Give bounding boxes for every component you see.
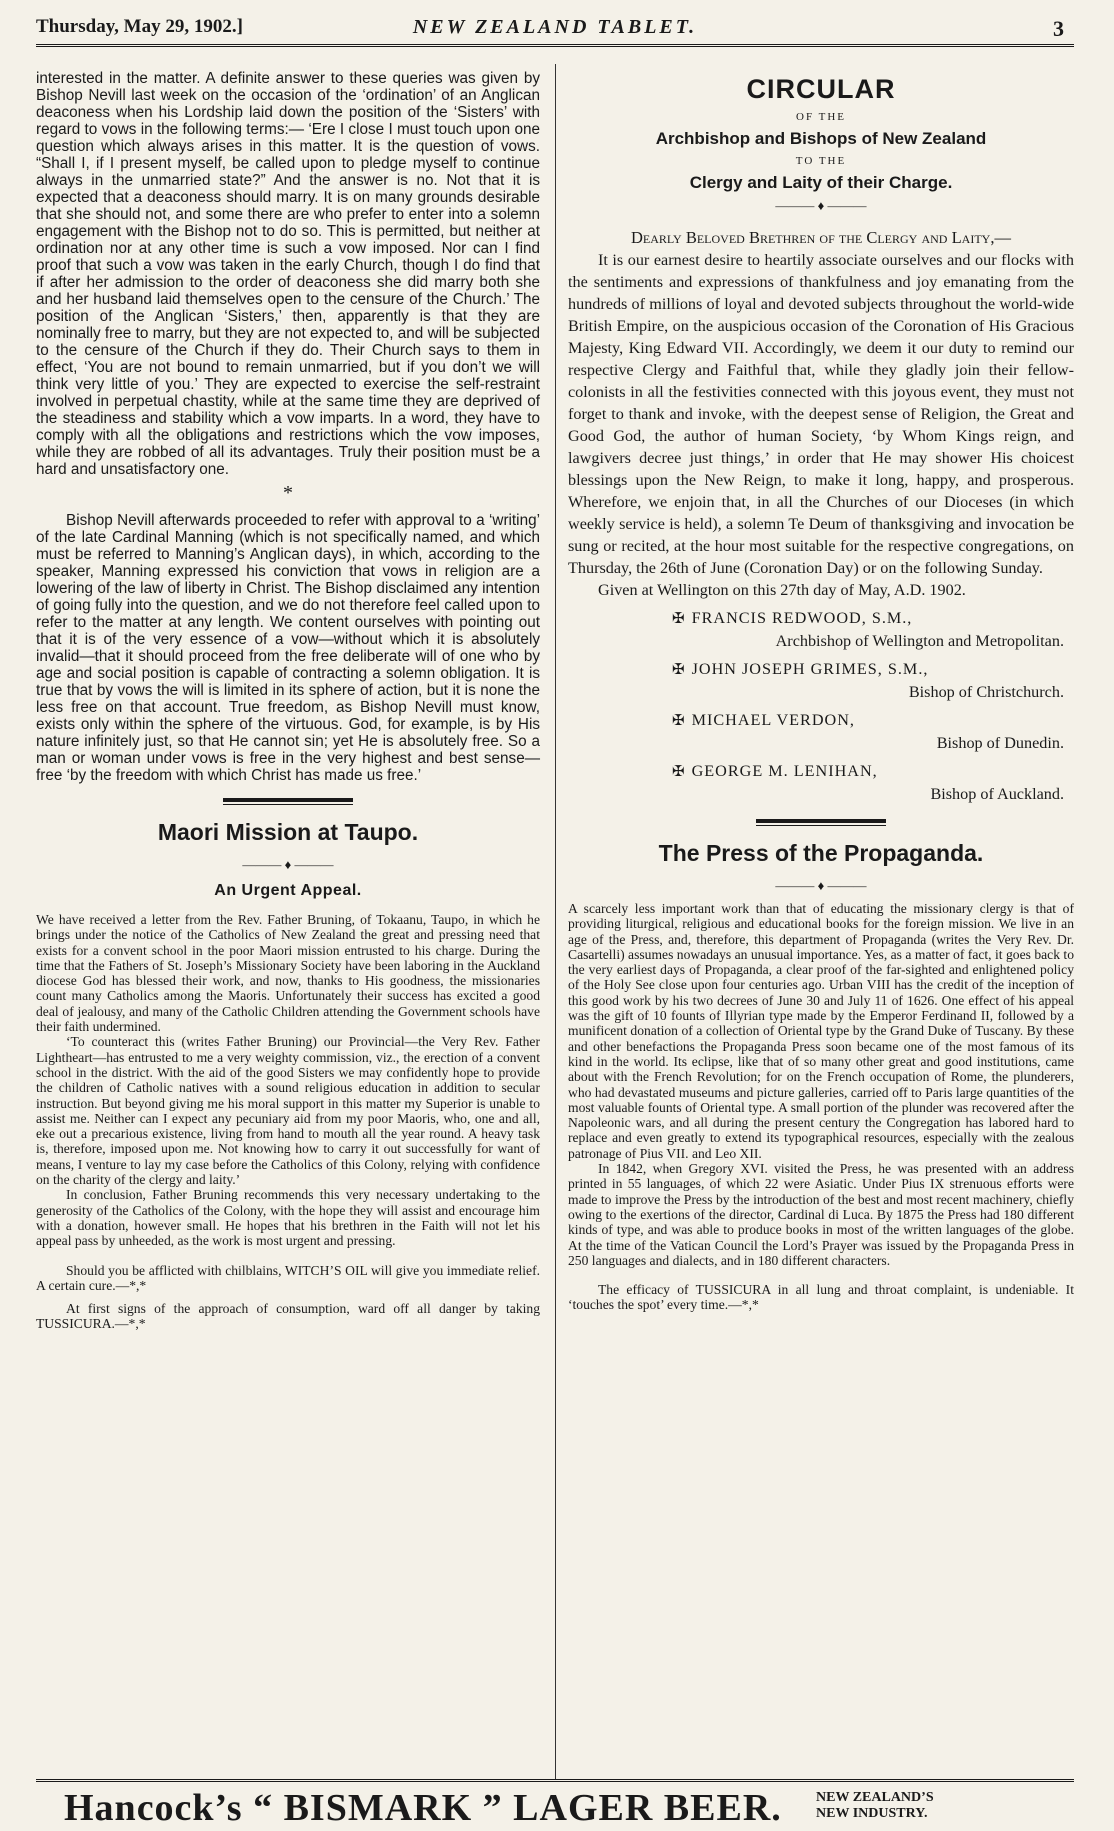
ad-tagline: NEW ZEALAND’S NEW INDUSTRY. <box>816 1790 934 1821</box>
advertisement-tussicura: The efficacy of TUSSICURA in all lung and throat complaint, is undeniable. It ‘touches the spot’ every time.—*,* <box>568 1282 1074 1313</box>
section-star: * <box>283 482 293 504</box>
left-column <box>36 70 540 1332</box>
press-paragraph: A scarcely less important work than that of educating the missionary clergy is that of providing liturgical, religious and educational books for the foreign mission. We live in an age of the Press, and, therefore, this department of Propaganda (writes the Very Rev. Dr. Casartelli) assumes nowadays an unusual importance. Yes, as a matter of fact, it goes back to the very earliest days of Propaganda, a clear proof of the far-sighted and enlightened policy of the Holy See close upon four centuries ago. Urban VIII has the credit of the inception of this good work by his two decrees of June 30 and July 11 of 1626. One effect of his appeal was the gift of 10 founts of Illyrian type made by the Emperor Ferdinand II, followed by a munificent donation of a collection of Oriental type by the Grand Duke of Tuscany. By these and other benefactions the Propaganda Press soon became one of the most famous of its kind in the world. Its eclipse, like that of so many other great and good institutions, came about with the French Revolution; for on the French occupation of Rome, the plunderers, who had devastated museums and picture galleries, carried off to Paris large quantities of the most valuable founts of Oriental type. A small portion of the plunder was recovered after the Napoleonic wars, and all during the present century the Congregation has labored hard to replace and even greatly to extend its typographical resources, especially with the zealous patronage of Pius VII. and Leo XII. <box>568 901 1074 1161</box>
section-rule <box>223 798 353 805</box>
cross-icon: ✠ <box>672 713 686 729</box>
circular-dateline: Given at Wellington on this 27th day of May, A.D. 1902. <box>598 581 966 599</box>
advertisement-tussicura: At first signs of the approach of consumption, ward off all danger by taking TUSSICURA.—*,* <box>36 1301 540 1332</box>
circular-issuers: Archbishop and Bishops of New Zealand <box>655 129 987 148</box>
signatory: ✠ JOHN JOSEPH GRIMES, S.M., Bishop of Christchurch. <box>672 660 1064 701</box>
divider-ornament: ——— ♦ ——— <box>242 857 334 872</box>
signatory: ✠ MICHAEL VERDON, Bishop of Dunedin. <box>672 711 1064 752</box>
circular-body: It is our earnest desire to heartily associate ourselves and our flocks with the sentiments and expressions of thankfulness and joy emanating from the hundreds of millions of loyal and devoted subjects throughout the world-wide British Empire, on the auspicious occasion of the Coronation of His Gracious Majesty, King Edward VII. Accordingly, we deem it our duty to remind our respective Clergy and Faithful that, while they gladly join their fellow-colonists in all the festivities connected with this joyous event, they must not forget to thank and invoke, with the deepest sense of Religion, the Great and Good God, the author of human Society, ‘by Whom Kings reign, and lawgivers decree just things,’ in order that He may shower His choicest blessings upon the New Reign, to make it long, happy, and prosperous. Wherefore, we enjoin that, in all the Churches of our Dioceses (in which weekly service is held), a solemn Te Deum of thanksgiving and invocation be sung or recited, at the hour most suitable for the respective congregations, on Thursday, the 26th of June (Coronation Day) or on the following Sunday. <box>568 251 1074 577</box>
bismark-lager-ad: Hancock’s “ BISMARK ” LAGER BEER. <box>64 1787 782 1829</box>
maori-paragraph: In conclusion, Father Bruning recommends this very necessary undertaking to the generosity of the Catholics of the Colony, with the hope they will assist and encourage him with a donation, however small. He hopes that his brethren in the Faith will not let his appeal pass by unheeded, as the work is most urgent and pressing. <box>36 1187 540 1249</box>
header-rule <box>36 44 1074 47</box>
column-divider <box>555 64 556 1779</box>
section-rule <box>756 819 886 826</box>
divider-ornament: ——— ♦ ——— <box>775 878 867 893</box>
circular-to: TO THE <box>795 155 847 167</box>
maori-mission-title: Maori Mission at Taupo. <box>157 819 419 845</box>
circular-salutation: Dearly Beloved Brethren of the Clergy and Laity,— <box>631 228 1011 247</box>
footer-advertisement <box>36 1786 1074 1828</box>
maori-mission-subtitle: An Urgent Appeal. <box>214 882 362 899</box>
circular-title: CIRCULAR <box>746 74 896 104</box>
divider-ornament: ——— ♦ ——— <box>775 198 867 213</box>
right-column <box>568 70 1074 1313</box>
footer-rule <box>36 1779 1074 1782</box>
page-number: 3 <box>1053 16 1064 41</box>
advertisement-witchs-oil: Should you be afflicted with chilblains, WITCH’S OIL will give you immediate relief. A certain cure.—*,* <box>36 1262 540 1293</box>
signatory: ✠ GEORGE M. LENIHAN, Bishop of Auckland. <box>672 762 1064 803</box>
page-header <box>36 8 1074 42</box>
maori-paragraph: We have received a letter from the Rev. Father Bruning, of Tokaanu, Taupo, in which he brings under the notice of the Catholics of New Zealand the great and pressing need that exists for a convent school in the poor Maori mission entrusted to his charge. During the time that the Fathers of St. Joseph’s Missionary Society have been laboring in the Auckland diocese God has blessed their work, and now, thanks to His goodness, the missionaries count many Catholics among the Maoris. Unfortunately their success has excited a good deal of jealousy, and many of the Catholic Children attending the Government schools have their faith undermined. <box>36 912 540 1035</box>
circular-recipients: Clergy and Laity of their Charge. <box>689 173 953 192</box>
maori-paragraph: ‘To counteract this (writes Father Bruning) our Provincial—the Very Rev. Father Lightheart—has entrusted to me a very weighty commission, viz., the erection of a convent school in the district. With the aid of the good Sisters we may confidently hope to provide the children of Catholic natives with a sound religious education in addition to secular instruction. But beyond giving me his moral support in this matter my Superior is unable to assist me. Neither can I expect any pecuniary aid from my poor Maoris, who, one and all, eke out a precarious existence, living from hand to mouth all the year round. A heavy task is, therefore, imposed upon me. Not knowing how to carry it out successfully for want of means, I venture to lay my case before the Catholics of this Colony, relying with confidence on the charity of the clergy and laity.’ <box>36 1034 540 1188</box>
issue-date: Thursday, May 29, 1902.] <box>36 16 243 37</box>
article-paragraph: Bishop Nevill afterwards proceeded to refer with approval to a ‘writing’ of the late Cardinal Manning (which is not specifically named, and which must be referred to Manning’s Anglican days), in which, according to the speaker, Manning expressed his conviction that vows in religion are a lowering of the law of liberty in Christ. The Bishop disclaimed any intention of going fully into the question, and we do not therefore feel called upon to refer to the matter at any length. We content ourselves with pointing out that it is of the very essence of a vow—without which it is absolutely invalid—that it should proceed from the free deliberate will of one who by age and social position is capable of contracting a solemn obligation. It is true that by vows the will is limited in its sphere of action, but it is none the less free on that account. True freedom, as Bishop Nevill must know, exists only within the sphere of the virtuous. God, for example, is by His nature infinitely just, so that He cannot sin; yet He is absolutely free. So a man or woman under vows is free in the very highest and best sense—free ‘by the freedom with which Christ has made us free.’ <box>36 512 540 784</box>
cross-icon: ✠ <box>672 764 686 780</box>
article-intro: interested in the matter. A definite answer to these queries was given by Bishop Nevill last week on the occasion of the ‘ordination’ of an Anglican deaconess when his Lordship laid down the position of the ‘Sisters’ with regard to vows in the following terms:— ‘Ere I close I must touch upon one question which always arises in this matter. It is the question of vows. “Shall I, if I present myself, be called upon to pledge myself to continue always in the unmarried state?” And the answer is no. Not that it is expected that a deaconess should marry. It is on many grounds desirable that she should not, and some there are who prefer to enter into a solemn engagement with the Bishop not to do so. This is permitted, but neither at ordination nor at any other time is such a vow imposed. Nor can I find proof that such a vow was taken in the early Church, though I do find that if after her admission to the order of deaconess she did marry both she and her husband laid themselves open to the censure of the Church.’ The position of the Anglican ‘Sisters,’ then, apparently is that they are nominally free to marry, but they are not expected to, and will be subjected to the censure of the Church if they do. Their Church says to them in effect, ‘You are not bound to remain unmarried, but if you don’t we will think very little of you.’ They are expected to exercise the self-restraint involved in perpetual chastity, while at the same time they are deprived of the steadiness and stability which a vow imparts. In a word, they have to comply with all the obligations and restrictions which the vow imposes, while they are robbed of all its advantages. Truly their position must be a hard and unsatisfactory one. <box>36 70 540 478</box>
press-paragraph: In 1842, when Gregory XVI. visited the Press, he was presented with an address printed in 55 languages, of which 22 were Asiatic. Under Pius IX strenuous efforts were made to improve the Press by the introduction of the best and most recent machinery, chiefly owing to the exertions of the director, Cardinal di Luca. By 1875 the Press had 180 different kinds of type, and was able to produce books in most of the written languages of the globe. At the time of the Vatican Council the Lord’s Prayer was issued by the Propaganda Press in 250 languages and dialects, and in 180 different characters. <box>568 1161 1074 1268</box>
press-title: The Press of the Propaganda. <box>658 840 984 866</box>
cross-icon: ✠ <box>672 662 686 678</box>
newspaper-name: NEW ZEALAND TABLET. <box>412 16 698 38</box>
signatory: ✠ FRANCIS REDWOOD, S.M., Archbishop of Wellington and Metropolitan. <box>672 609 1064 650</box>
circular-of: OF THE <box>796 111 846 123</box>
cross-icon: ✠ <box>672 611 686 627</box>
